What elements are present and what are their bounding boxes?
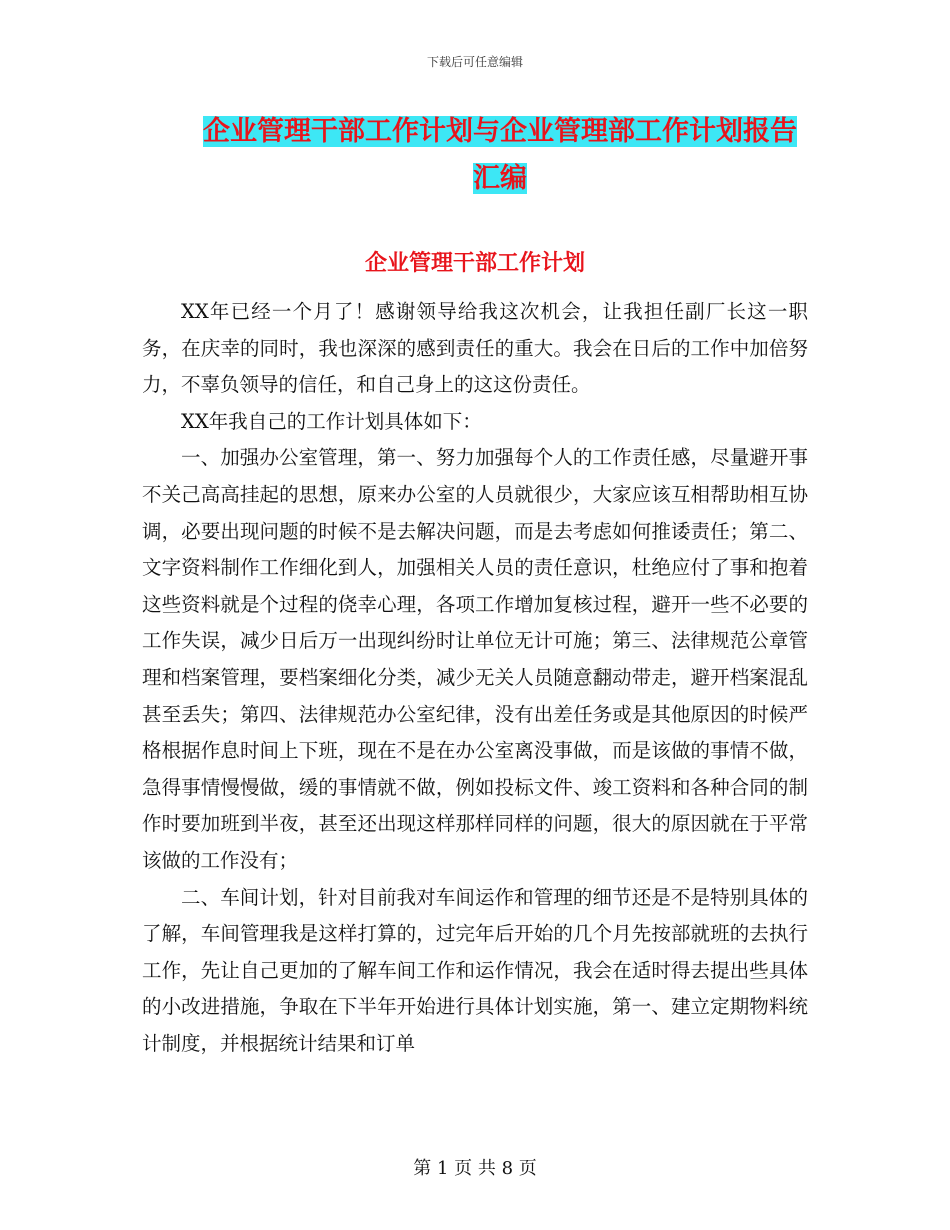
paragraph: XX年已经一个月了！感谢领导给我这次机会，让我担任副厂长这一职务，在庆幸的同时，我也深深的感到责任的重大。我会在日后的工作中加倍努力，不辜负领导的信任，和自己身上的这这份责任。 (142, 300, 808, 397)
paragraph: XX年我自己的工作计划具体如下： (181, 409, 482, 433)
header-note: 下载后可任意编辑 (426, 55, 523, 69)
document-title-text: 企业管理干部工作计划与企业管理部工作计划报告汇编 (203, 116, 797, 194)
paragraph: 一、加强办公室管理，第一、努力加强每个人的工作责任感，尽量避开事不关己高高挂起的思想，原来办公室的人员就很少，大家应该互相帮助相互协调，必要出现问题的时候不是去解决问题，而是去考虑如何推诿责任；第二、文字资料制作工作细化到人，加强相关人员的责任意识，杜绝应付了事和抱着这些资料就是个过程的侥幸心理，各项工作增加复核过程，避开一些不必要的工作失误，减少日后万一出现纠纷时让单位无计可施；第三、法律规范公章管理和档案管理，要档案细化分类，减少无关人员随意翻动带走，避开档案混乱甚至丢失；第四、法律规范办公室纪律，没有出差任务或是其他原因的时候严格根据作息时间上下班，现在不是在办公室离没事做，而是该做的事情不做，急得事情慢慢做，缓的事情就不做，例如投标文件、竣工资料和各种合同的制作时要加班到半夜，甚至还出现这样那样同样的问题，很大的原因就在于平常该做的工作没有； (142, 446, 808, 872)
document-title (190, 108, 810, 202)
page-footer: 第 1 页 共 8 页 (413, 1158, 537, 1179)
paragraph: 二、车间计划，针对目前我对车间运作和管理的细节还是不是特别具体的了解，车间管理我是这样打算的，过完年后开始的几个月先按部就班的去执行工作，先让自己更加的了解车间工作和运作情况，我会在适时得去提出些具体的小改进措施，争取在下半年开始进行具体计划实施，第一、建立定期物料统计制度，并根据统计结果和订单 (142, 885, 808, 1055)
document-body (142, 294, 808, 1062)
section-title: 企业管理干部工作计划 (364, 250, 585, 276)
